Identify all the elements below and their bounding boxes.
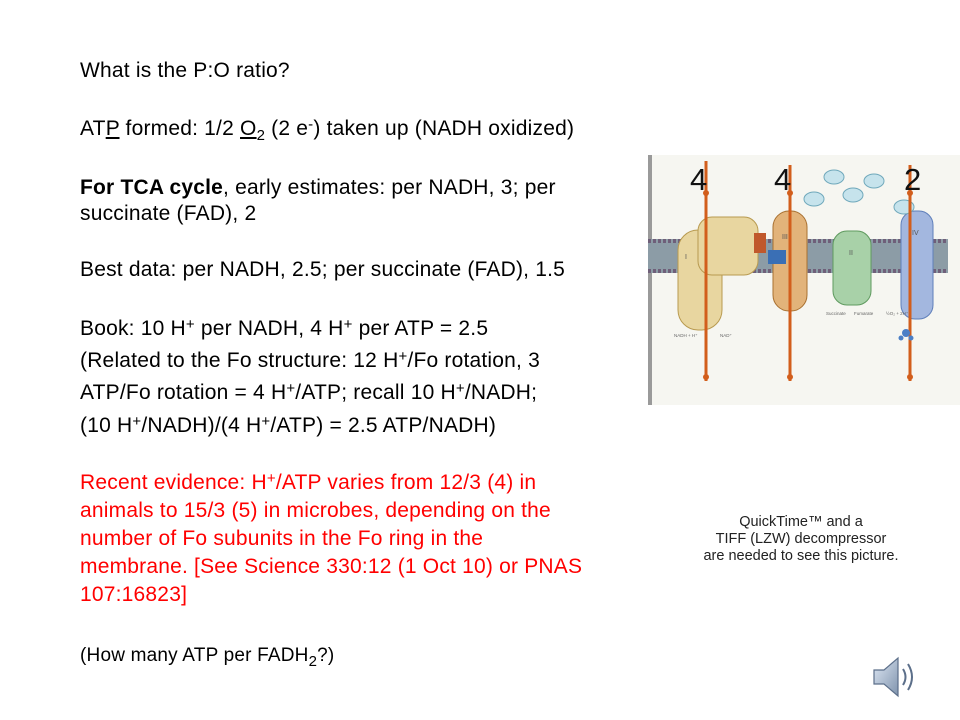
recent-line-1 [80,470,536,496]
book-l3-b: /ATP; recall 10 H [295,381,456,404]
recent-line-5: 107:16823] [80,583,188,606]
quicktime-placeholder [690,514,912,565]
quicktime-line-2: TIFF (LZW) decompressor [715,531,887,547]
complex-iv [901,211,933,319]
label-complex-iii: III [782,234,788,241]
book-l4-c: /ATP) = 2.5 ATP/NADH) [270,414,497,437]
book-line-4 [80,413,496,439]
book-l3-plus-2: + [455,380,465,397]
label-complex-iv: IV [912,230,919,237]
atp-formed-line [80,116,574,142]
label-succinate: Succinate [826,311,846,316]
best-data-line: Best data: per NADH, 2.5; per succinate (FAD), 1.5 [80,258,566,281]
tca-line-1 [80,175,556,201]
figure-left-edge [648,155,652,405]
question-b: ?) [317,645,335,666]
electron-transport-figure [648,155,960,405]
label-oxygen: ½O₂ + 2H⁺ [886,311,909,316]
recent-line-2: animals to 15/3 (5) in microbes, depending on the [80,499,551,522]
book-l4-b: /NADH)/(4 H [141,414,262,437]
atp-formed-c: formed: 1/2 [119,117,241,140]
book-l4-a: (10 H [80,414,133,437]
book-l4-plus-1: + [132,413,142,430]
recent-line-3: number of Fo subunits in the Fo ring in the [80,527,484,550]
book-l1-c: per ATP = 2.5 [352,317,489,340]
label-complex-i: I [685,254,687,261]
complex-ii [833,231,871,305]
atp-formed-p: P [105,117,120,140]
recent-l1-a: Recent evidence: H [80,471,267,494]
book-l2-plus: + [398,348,408,365]
speaker-icon[interactable] [868,652,920,702]
fadh2-question [80,643,334,669]
atp-formed-o: O [240,117,257,140]
atp-formed-a: AT [80,117,106,140]
complex-iii [768,211,807,311]
slide-title: What is the P:O ratio? [80,59,290,82]
proton-count-complex-i: 4 [690,162,708,197]
atp-formed-o2-sub: 2 [256,127,266,144]
label-complex-ii: II [849,250,853,257]
tca-line-2: succinate (FAD), 2 [80,202,257,225]
book-l1-plus-2: + [343,316,353,333]
recent-l1-plus: + [266,470,276,487]
book-line-2 [80,348,540,374]
book-l1-a: Book: 10 H [80,317,186,340]
recent-line-4: membrane. [See Science 330:12 (1 Oct 10) or PNAS [80,555,583,578]
book-l2-a: (Related to the Fo structure: 12 H [80,349,399,372]
book-l3-plus-1: + [286,380,296,397]
tca-bold: For TCA cycle [80,176,224,199]
label-nadh: NADH + H⁺ [674,333,698,338]
atp-formed-minus: - [308,116,314,133]
book-line-3 [80,380,537,406]
book-l3-a: ATP/Fo rotation = 4 H [80,381,287,404]
book-l1-plus-1: + [185,316,195,333]
book-l2-b: /Fo rotation, 3 [407,349,540,372]
atp-formed-f: (2 e [265,117,309,140]
proton-count-complex-iv: 2 [904,162,922,197]
question-sub: 2 [308,653,318,670]
label-fumarate: Fumarate [854,311,874,316]
proton-count-complex-iii: 4 [774,162,792,197]
book-l3-c: /NADH; [464,381,538,404]
book-l1-b: per NADH, 4 H [194,317,344,340]
tca-rest: , early estimates: per NADH, 3; per [223,176,556,199]
question-a: (How many ATP per FADH [80,645,309,666]
book-l4-plus-2: + [261,413,271,430]
book-line-1 [80,316,488,342]
quicktime-line-3: are needed to see this picture. [703,548,899,564]
atp-formed-h: ) taken up (NADH oxidized) [313,117,575,140]
label-nad: NAD⁺ [720,333,732,338]
recent-l1-b: /ATP varies from 12/3 (4) in [275,471,537,494]
quicktime-line-1: QuickTime™ and a [739,514,863,530]
